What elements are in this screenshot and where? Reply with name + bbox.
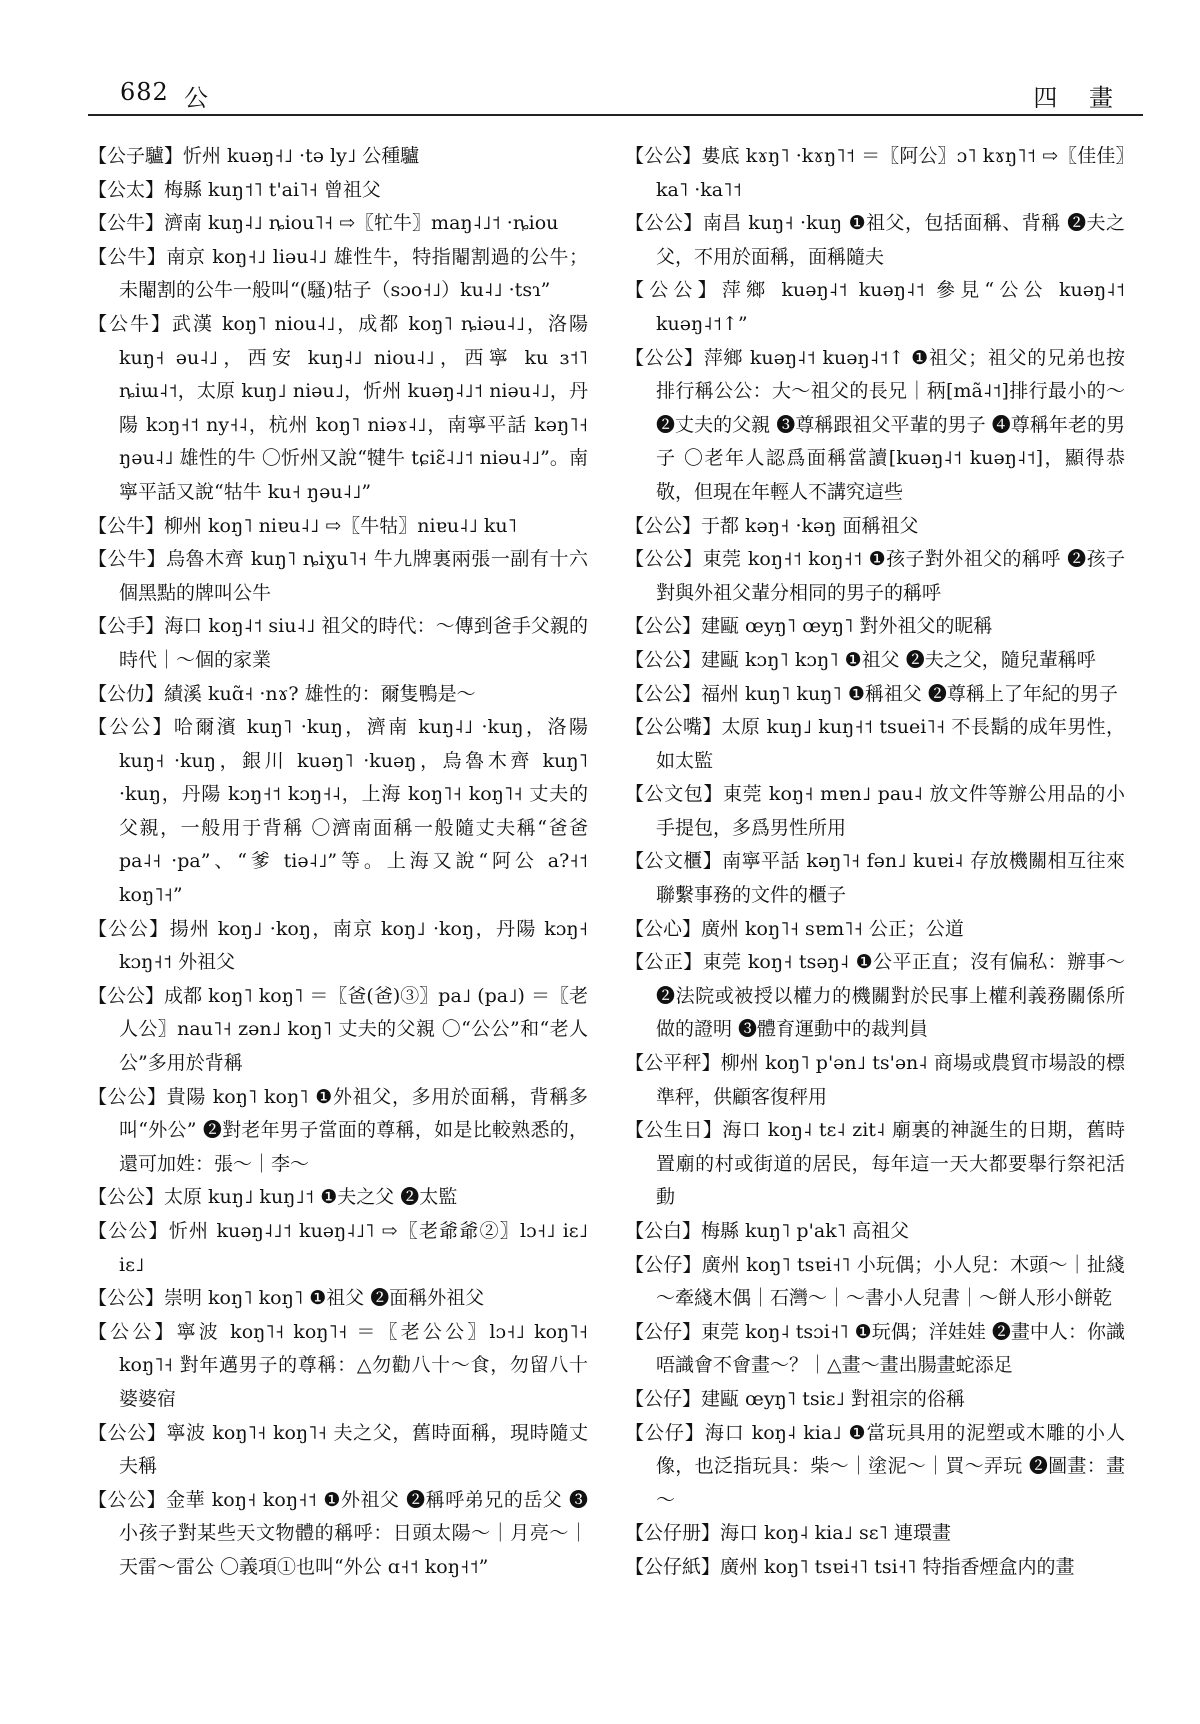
dictionary-entry: 【公仔紙】廣州 koŋ˥ tsɐi˧˥ tsi˧˥ 特指香煙盒内的畫 [625, 1555, 1075, 1578]
dictionary-entry: 【公公】寧波 koŋ˥˧ koŋ˥˧ ＝〖老公公〗lɔ˧˩ koŋ˥˧ koŋ˥˧ 對年邁男子的尊稱：△勿勸八十～食，勿留八十婆婆宿 [88, 1320, 588, 1410]
dictionary-entry: 【公仔】廣州 koŋ˥ tsɐi˧˥ 小玩偶；小人兒：木頭～｜扯綫～牽綫木偶｜石灣～｜～書小人兒書｜～餅人形小餅乾 [625, 1253, 1125, 1310]
page-number: 682 [120, 78, 169, 106]
dictionary-entry: 【公平秤】柳州 koŋ˥ p'ən˩ ts'ən˨ 商場或農貿市場設的標準秤，供顧客復秤用 [625, 1052, 1125, 1108]
left-column [88, 140, 588, 1585]
page-header [88, 78, 1143, 116]
dictionary-entry: 【公心】廣州 koŋ˥˧ sɐm˥˧ 公正；公道 [625, 917, 964, 940]
head-character: 公 [184, 84, 208, 112]
dictionary-entry: 【公公】貴陽 koŋ˥ koŋ˥ ❶外祖父，多用於面稱，背稱多叫“外公” ❷對老年男子當面的尊稱，如是比較熟悉的，還可加姓：張～｜李～ [88, 1085, 588, 1175]
dictionary-entry: 【公仂】績溪 kuɑ̃˧ ·nɤ? 雄性的：爾隻鴨是～ [88, 682, 476, 705]
dictionary-entry: 【公仔】建甌 œyŋ˥ tsiɛ˩ 對祖宗的俗稱 [625, 1387, 965, 1410]
dictionary-entry: 【公公】福州 kuŋ˥ kuŋ˥ ❶稱祖父 ❷尊稱上了年紀的男子 [625, 682, 1118, 705]
dictionary-entry: 【公牛】濟南 kuŋ˨˩ ȵiou˥˧ ⇨〖牤牛〗maŋ˨˩˦ ·ȵiou [88, 212, 559, 235]
dictionary-entry: 【公公】哈爾濱 kuŋ˥ ·kuŋ，濟南 kuŋ˨˩ ·kuŋ，洛陽 kuŋ˧ ·kuŋ，銀川 kuəŋ˥ ·kuəŋ，烏魯木齊 kuŋ˥ ·kuŋ，丹陽 kɔŋ˧˦ kɔŋ˧˨，上海 koŋ˥˧ koŋ˥˧ 丈夫的父親，一般用于背稱 〇濟南面稱一般隨丈夫稱“爸爸 pa˨˧ ·pa”、“爹 tiə˨˩”等。上海又說“阿公 a?˧˦ koŋ˥˧” [88, 716, 588, 907]
dictionary-entry: 【公文櫃】南寧平話 kəŋ˥˧ fən˩ kuɐi˨ 存放機關相互往來聯繫事務的文件的櫃子 [625, 850, 1125, 907]
dictionary-entry: 【公公】太原 kuŋ˩ kuŋ˩˦ ❶夫之父 ❷太監 [88, 1186, 458, 1209]
dictionary-entry: 【公仔】東莞 koŋ˨ tsɔi˧˥ ❶玩偶；洋娃娃 ❷畫中人：你識唔識會不會畫～？｜△畫～畫出腸畫蛇添足 [625, 1320, 1125, 1377]
dictionary-entry: 【公仔册】海口 koŋ˨ kia˩ sɛ˥ 連環畫 [625, 1522, 951, 1545]
dictionary-entry: 【公公】建甌 kɔŋ˥ kɔŋ˥ ❶祖父 ❷夫之父，隨兒輩稱呼 [625, 648, 1096, 671]
dictionary-entry: 【公手】海口 koŋ˨˦ siu˨˩ 祖父的時代：～傳到爸手父親的時代｜～個的家業 [88, 615, 588, 671]
dictionary-entry: 【公子驢】忻州 kuəŋ˧˩ ·tə ly˩ 公種驢 [88, 145, 420, 167]
dictionary-entry: 【公公嘴】太原 kuŋ˩ kuŋ˧˦ tsuei˥˧ 不長鬍的成年男性，如太監 [625, 716, 1125, 772]
dictionary-entry: 【公公】成都 koŋ˥ koŋ˥ ＝〖爸(爸)③〗pa˩ (pa˩) ＝〖老人公〗nau˥˧ zən˩ koŋ˥ 丈夫的父親 〇“公公”和“老人公”多用於背稱 [88, 984, 588, 1075]
dictionary-entry: 【公牛】南京 koŋ˧˩ liəu˨˩ 雄性牛，特指閹割過的公牛；未閹割的公牛一般叫“(騷)牯子（sɔo˧˩）ku˨˩ ·tsɿ” [88, 245, 588, 302]
dictionary-entry: 【公公】婁底 kɤŋ˥ ·kɤŋ˥˦ ＝〖阿公〗ɔ˥ kɤŋ˥˦ ⇨〖佳佳〗ka˥ ·ka˥˦ [625, 145, 1125, 201]
dictionary-entry: 【公生日】海口 koŋ˨ tɛ˨ zit˨ 廟裏的神誕生的日期，舊時置廟的村或街道的居民，每年這一天大都要舉行祭祀活動 [625, 1119, 1125, 1209]
dictionary-entry: 【公公】寧波 koŋ˥˧ koŋ˥˧ 夫之父，舊時面稱，現時隨丈夫稱 [88, 1421, 588, 1478]
dictionary-entry: 【公公】忻州 kuəŋ˨˩˦ kuəŋ˨˩˥ ⇨〖老爺爺②〗lɔ˧˩ iɛ˩ iɛ˩ [88, 1220, 588, 1276]
dictionary-entry: 【公公】金華 koŋ˧ koŋ˧˦ ❶外祖父 ❷稱呼弟兄的岳父 ❸小孩子對某些天文物體的稱呼：日頭太陽～｜月亮～｜天雷～雷公 〇義項①也叫“外公 ɑ˧˦ koŋ˧˦” [88, 1488, 588, 1578]
dictionary-entry: 【公正】東莞 koŋ˧ tsəŋ˨ ❶公平正直；沒有偏私：辦事～ ❷法院或被授以權力的機關對於民事上權利義務關係所做的證明 ❸體育運動中的裁判員 [625, 951, 1125, 1041]
dictionary-entry: 【公牛】烏魯木齊 kuŋ˥ ȵiɣu˥˧ 牛九牌裏兩張一副有十六個黑點的牌叫公牛 [88, 548, 588, 604]
dictionary-entry: 【公白】梅縣 kuŋ˥ p'ak˥ 高祖父 [625, 1220, 910, 1242]
dictionary-entry: 【公公】建甌 œyŋ˥ œyŋ˥ 對外祖父的昵稱 [625, 615, 993, 638]
dictionary-entry: 【公公】萍鄉 kuəŋ˨˦ kuəŋ˨˦↑ ❶祖父；祖父的兄弟也按排行稱公公：大～祖父的長兄｜䄼[mã˨˦]排行最小的～ ❷丈夫的父親 ❸尊稱跟祖父平輩的男子 ❹尊稱年老的男子 〇老年人認爲面稱當讀[kuəŋ˨˦ kuəŋ˨˦]，顯得恭敬，但現在年輕人不講究這些 [625, 346, 1125, 503]
dictionary-entry: 【公公】東莞 koŋ˧˦ koŋ˧˦ ❶孩子對外祖父的稱呼 ❷孩子對與外祖父輩分相同的男子的稱呼 [625, 548, 1125, 604]
right-column [625, 140, 1125, 1585]
dictionary-entry: 【公太】梅縣 kuŋ˦˥ t'ai˥˧ 曾祖父 [88, 178, 381, 201]
section-title: 四 畫 [1033, 84, 1125, 112]
dictionary-entry: 【公公】南昌 kuŋ˧ ·kuŋ ❶祖父，包括面稱、背稱 ❷夫之父，不用於面稱，面稱隨夫 [625, 212, 1125, 268]
dictionary-entry: 【公牛】武漢 koŋ˥ niou˨˩，成都 koŋ˥ ȵiəu˨˩，洛陽 kuŋ˧ əu˨˩，西安 kuŋ˨˩ niou˨˩，西寧 ku ɜ˦˥ ȵiɯ˨˦，太原 kuŋ˩ niəu˩，忻州 kuəŋ˨˩˦ niəu˨˩，丹陽 kɔŋ˧˦ ny˧˨，杭州 koŋ˥ niəɤ˨˩，南寧平話 kəŋ˥˧ ŋəu˨˩ 雄性的牛 〇忻州又說“犍牛 tɕiɛ̃˨˩˦ niəu˨˩”。南寧平話又說“牯牛 ku˧ ŋəu˨˩” [88, 312, 588, 503]
dictionary-entry: 【公公】萍鄉 kuəŋ˨˦ kuəŋ˨˦ 參見“公公 kuəŋ˨˦ kuəŋ˨˦↑” [625, 279, 1125, 335]
dictionary-entry: 【公公】崇明 koŋ˥ koŋ˥ ❶祖父 ❷面稱外祖父 [88, 1287, 485, 1310]
dictionary-entry: 【公公】揚州 koŋ˩ ·koŋ，南京 koŋ˩ ·koŋ，丹陽 kɔŋ˧ kɔŋ˧˦ 外祖父 [88, 917, 588, 974]
dictionary-entry: 【公公】于都 kəŋ˧ ·kəŋ 面稱祖父 [625, 514, 919, 537]
dictionary-entry: 【公牛】柳州 koŋ˥ niɐu˨˩ ⇨〖牛牯〗niɐu˨˩ ku˥ [88, 514, 517, 537]
dictionary-entry: 【公文包】東莞 koŋ˧ mɐn˩ pau˨ 放文件等辦公用品的小手提包，多爲男性所用 [625, 783, 1125, 839]
dictionary-entry: 【公仔】海口 koŋ˨ kia˩ ❶當玩具用的泥塑或木雕的小人像，也泛指玩具：柴～｜塗泥～｜買～弄玩 ❷圖畫：畫～ [625, 1421, 1125, 1511]
